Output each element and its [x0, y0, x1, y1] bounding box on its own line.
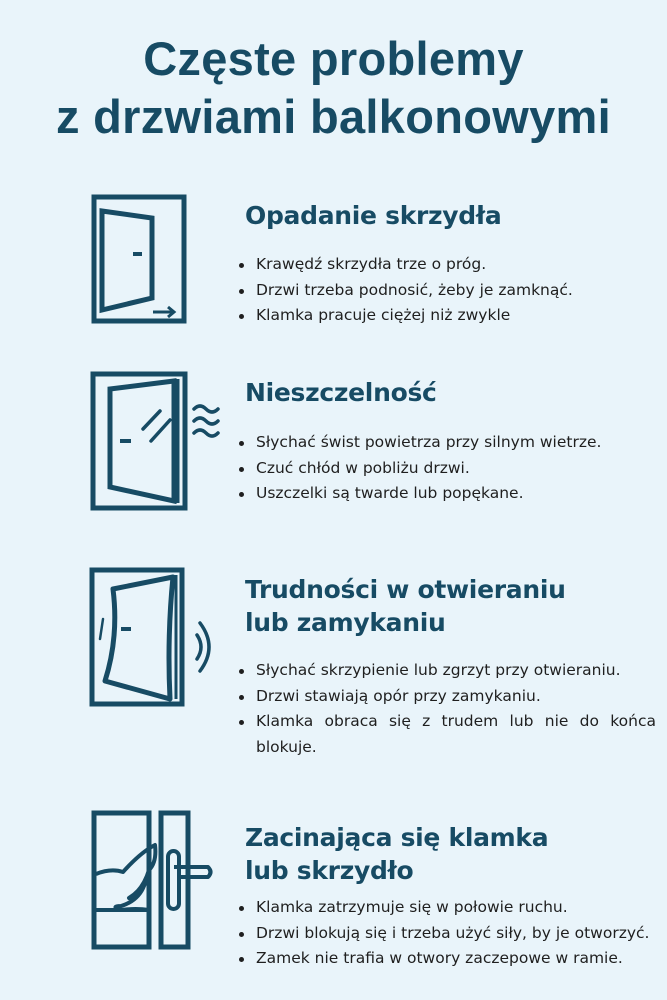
list-item: Słychać świst powietrza przy silnym wietrze.	[236, 430, 656, 456]
list-item: Klamka zatrzymuje się w połowie ruchu.	[236, 895, 656, 921]
door-creaking-icon	[89, 567, 219, 712]
bullet-list-stuck-handle	[236, 895, 656, 972]
list-item: Uszczelki są twarde lub popękane.	[236, 481, 656, 507]
list-item: Klamka obraca się z trudem lub nie do końca blokuje.	[236, 709, 656, 760]
section-heading-sagging: Opadanie skrzydła	[245, 201, 502, 230]
page-title	[0, 30, 667, 146]
list-item: Klamka pracuje ciężej niż zwykle	[236, 303, 656, 329]
list-item: Drzwi stawiają opór przy zamykaniu.	[236, 684, 656, 710]
door-handle-stuck-icon	[91, 810, 216, 950]
list-item: Słychać skrzypienie lub zgrzyt przy otwieraniu.	[236, 658, 656, 684]
list-item: Zamek nie trafia w otwory zaczepowe w ramie.	[236, 946, 656, 972]
section-heading-opening-difficulty: Trudności w otwieraniu lub zamykaniu	[245, 575, 566, 637]
list-item: Drzwi blokują się i trzeba użyć siły, by je otworzyć.	[236, 921, 656, 947]
door-draft-icon	[90, 371, 225, 513]
bullet-list-opening-difficulty	[236, 658, 656, 760]
bullet-list-leakage	[236, 430, 656, 507]
list-item: Krawędź skrzydła trze o próg.	[236, 252, 656, 278]
list-item: Drzwi trzeba podnosić, żeby je zamknąć.	[236, 278, 656, 304]
page-title-line-1: Częste problemy	[143, 32, 524, 85]
section-heading-leakage: Nieszczelność	[245, 378, 437, 407]
door-sagging-icon	[91, 194, 187, 324]
bullet-list-sagging	[236, 252, 656, 329]
section-heading-stuck-handle: Zacinająca się klamka lub skrzydło	[245, 823, 549, 885]
page-title-line-2: z drzwiami balkonowymi	[55, 90, 612, 143]
list-item: Czuć chłód w pobliżu drzwi.	[236, 456, 656, 482]
